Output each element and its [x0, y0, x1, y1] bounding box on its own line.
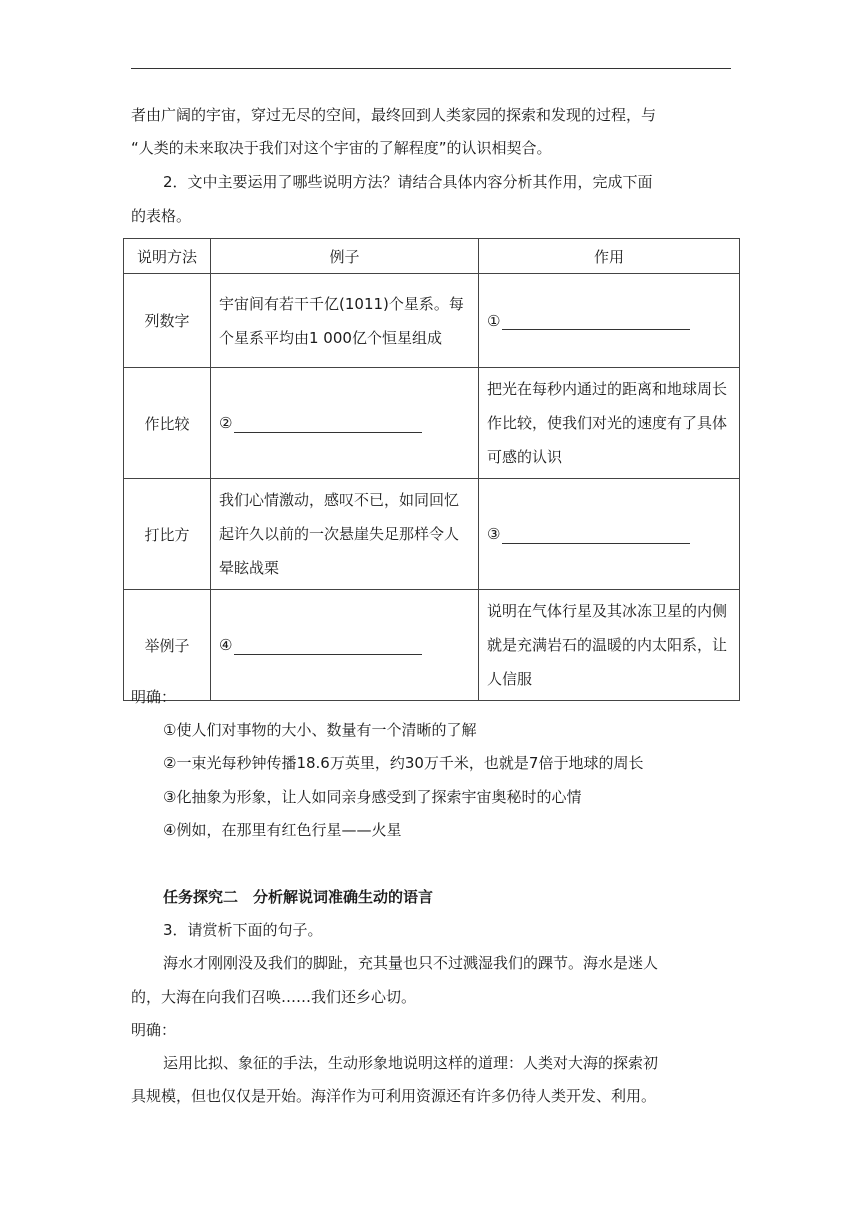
row-effect: 说明在气体行星及其冰冻卫星的内侧就是充满岩石的温暖的内太阳系，让人信服 — [479, 590, 740, 701]
header-method: 说明方法 — [124, 239, 211, 274]
table-row — [124, 368, 740, 479]
row-example — [211, 368, 479, 479]
question-3: 3．请赏析下面的句子。 — [163, 921, 323, 939]
answer2-label: 明确： — [131, 1021, 177, 1039]
blank-marker: ③ — [487, 525, 501, 544]
rhetoric-table — [123, 238, 740, 701]
table-header-row — [124, 239, 740, 274]
quote-line-1: 海水才刚刚没及我们的脚趾，充其量也只不过溅湿我们的踝节。海水是迷人 — [163, 954, 659, 972]
header-example: 例子 — [211, 239, 479, 274]
row-example: 我们心情激动，感叹不已，如同回忆起许久以前的一次悬崖失足那样令人晕眩战栗 — [211, 479, 479, 590]
table-row — [124, 274, 740, 368]
blank-marker: ④ — [219, 636, 233, 655]
blank-marker: ② — [219, 414, 233, 433]
intro-line-2: “人类的未来取决于我们对这个宇宙的了解程度”的认识相契合。 — [131, 139, 552, 157]
row-method: 打比方 — [124, 479, 211, 590]
answer-1: ①使人们对事物的大小、数量有一个清晰的了解 — [163, 721, 477, 739]
answer2-line-2: 具规模，但也仅仅是开始。海洋作为可利用资源还有许多仍待人类开发、利用。 — [131, 1087, 657, 1105]
answer-3: ③化抽象为形象，让人如同亲身感受到了探索宇宙奥秘时的心情 — [163, 788, 582, 806]
section-title: 任务探究二 分析解说词准确生动的语言 — [163, 888, 434, 906]
row-example — [211, 590, 479, 701]
blank-marker: ① — [487, 311, 501, 330]
quote-line-2: 的，大海在向我们召唤……我们还乡心切。 — [131, 988, 417, 1006]
answer-2: ②一束光每秒钟传播18.6万英里，约30万千米，也就是7倍于地球的周长 — [163, 754, 644, 772]
row-method: 列数字 — [124, 274, 211, 368]
answer2-line-1: 运用比拟、象征的手法，生动形象地说明这样的道理：人类对大海的探索初 — [163, 1054, 659, 1072]
row-effect — [479, 479, 740, 590]
row-method: 举例子 — [124, 590, 211, 701]
table-row — [124, 590, 740, 701]
table-row — [124, 479, 740, 590]
answer-blank — [234, 636, 422, 655]
header-effect: 作用 — [479, 239, 740, 274]
question-2-line-1: 2．文中主要运用了哪些说明方法？请结合具体内容分析其作用，完成下面 — [163, 173, 653, 191]
question-2-line-2: 的表格。 — [131, 207, 192, 225]
row-example: 宇宙间有若干千亿(1011)个星系。每个星系平均由1 000亿个恒星组成 — [211, 274, 479, 368]
header-rule — [131, 68, 731, 69]
row-effect — [479, 274, 740, 368]
row-effect: 把光在每秒内通过的距离和地球周长作比较，使我们对光的速度有了具体可感的认识 — [479, 368, 740, 479]
answer-label: 明确： — [131, 688, 177, 706]
answer-4: ④例如，在那里有红色行星——火星 — [163, 821, 402, 839]
intro-line-1: 者由广阔的宇宙，穿过无尽的空间，最终回到人类家园的探索和发现的过程，与 — [131, 106, 657, 124]
answer-blank — [502, 311, 690, 330]
answer-blank — [234, 414, 422, 433]
row-method: 作比较 — [124, 368, 211, 479]
answer-blank — [502, 525, 690, 544]
